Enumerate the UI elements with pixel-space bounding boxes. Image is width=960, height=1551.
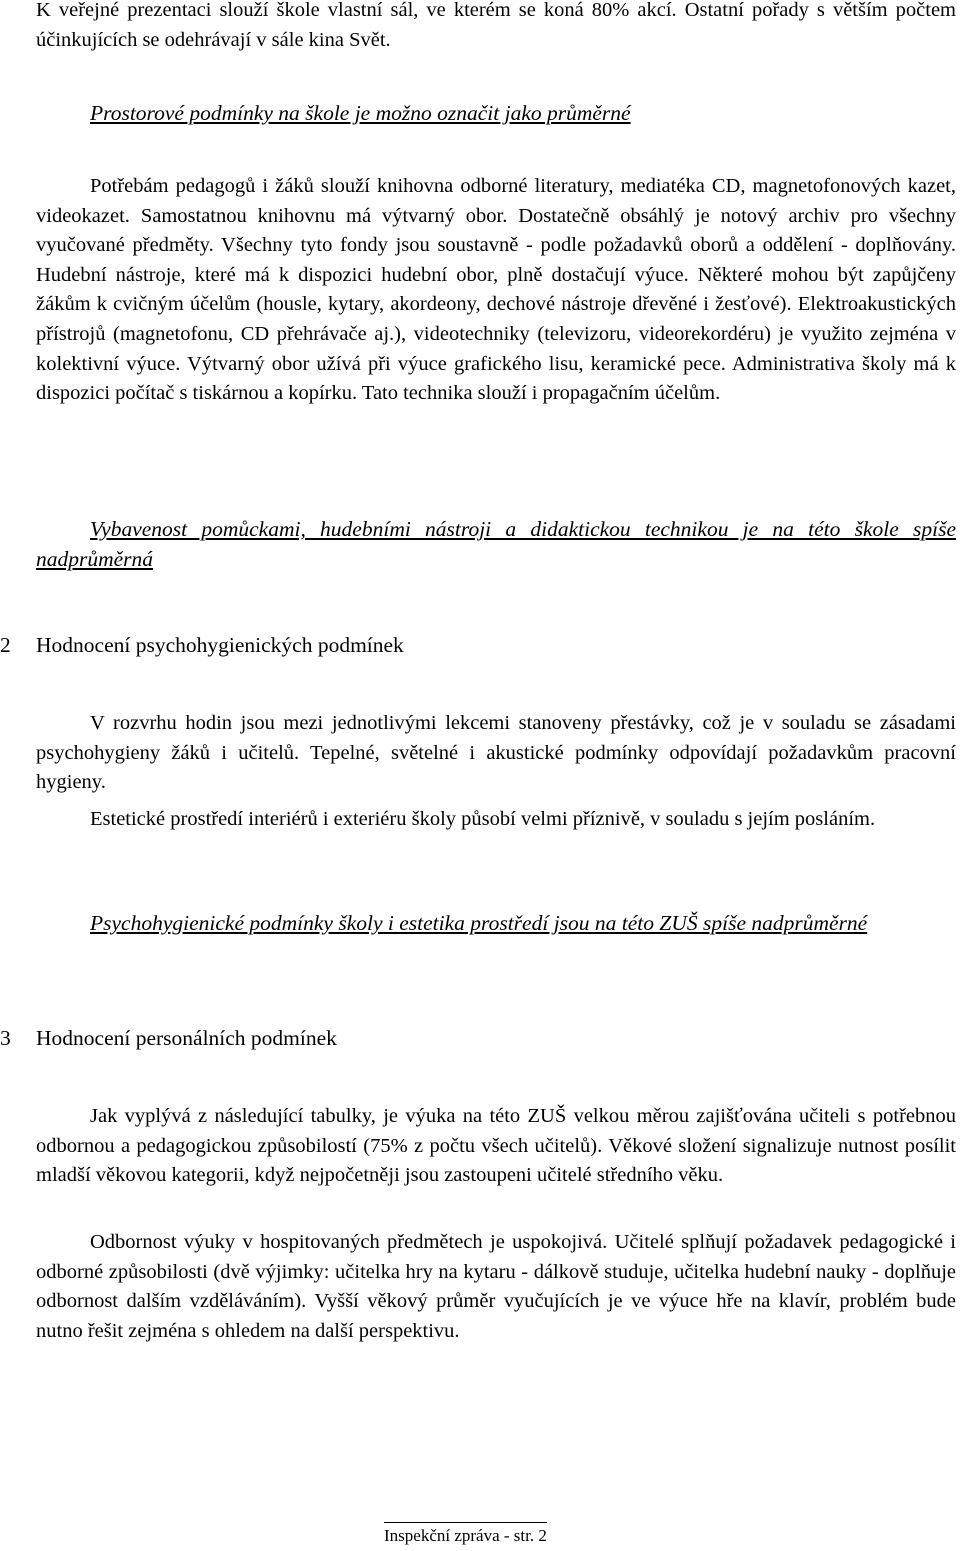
paragraph-staff-qualification: Jak vyplývá z následující tabulky, je výuka na této ZUŠ velkou měrou zajišťována učiteli s potřebnou odbornou a pedagogickou způsobilostí (75% z počtu všech učitelů). Věkové složení signalizuje nutnost posílit mladší věkovou kategorii, když nejpočetněji jsou zastoupeni učitelé středního věku. [36, 1105, 956, 1187]
section-title: Hodnocení psychohygienických podmínek [36, 633, 404, 657]
paragraph-library-equipment: Potřebám pedagogů i žáků slouží knihovna odborné literatury, mediatéka CD, magnetofonových kazet, videokazet. Samostatnou knihovnu má výtvarný obor. Dostatečně obsáhlý je notový archiv pro všechny vyučované předměty. Všechny tyto fondy jsou soustavně - podle požadavků oborů a oddělení - doplňovány. Hudební nástroje, které má k dispozici hudební obor, plně dostačují výuce. Některé mohou být zapůjčeny žákům k cvičným účelům (housle, kytary, akordeony, dechové nástroje dřevěné i žesťové). Elektroakustických přístrojů (magnetofonu, CD přehrávače aj.), videotechniky (televizoru, videorekordéru) je využito zejména v kolektivní výuce. Výtvarný obor užívá při výuce grafického lisu, keramické pece. Administrativa školy má k dispozici počítač s tiskárnou a kopírku. Tato technika slouží i propagačním účelům. [36, 175, 956, 405]
section-number: 3 [0, 1026, 11, 1050]
page-footer: Inspekční zpráva - str. 2 [384, 1522, 547, 1547]
section-number: 2 [0, 633, 11, 657]
section-heading-3 [0, 1023, 337, 1053]
section-heading-2 [0, 630, 404, 660]
section-title: Hodnocení personálních podmínek [36, 1026, 337, 1050]
paragraph-aesthetic-environment: Estetické prostředí interiérů i exteriéru školy působí velmi příznivě, v souladu s jejím posláním. [90, 808, 876, 830]
conclusion-spatial-conditions: Prostorové podmínky na škole je možno označit jako průměrné [90, 101, 631, 125]
conclusion-equipment-rating: Vybavenost pomůckami, hudebními nástroji a didaktickou technikou je na této škole spíše nadprůměrná [36, 517, 956, 571]
conclusion-psychohygiene-rating: Psychohygienické podmínky školy i estetika prostředí jsou na této ZUŠ spíše nadprůměrné [90, 911, 868, 935]
paragraph-schedule-hygiene: V rozvrhu hodin jsou mezi jednotlivými lekcemi stanoveny přestávky, což je v souladu se zásadami psychohygieny žáků i učitelů. Tepelné, světelné i akustické podmínky odpovídají požadavkům pracovní hygieny. [36, 712, 956, 794]
paragraph-public-presentation: K veřejné prezentaci slouží škole vlastní sál, ve kterém se koná 80% akcí. Ostatní pořady s větším počtem účinkujících se odehrávají v sále kina Svět. [36, 0, 956, 51]
paragraph-teaching-expertise: Odbornost výuky v hospitovaných předmětech je uspokojivá. Učitelé splňují požadavek pedagogické i odborné způsobilosti (dvě výjimky: učitelka hry na kytaru - dálkově studuje, učitelka hudební nauky - doplňuje odbornost dalším vzděláváním). Vyšší věkový průměr vyučujících je ve výuce hře na klavír, problém bude nutno řešit zejména s ohledem na další perspektivu. [36, 1231, 956, 1342]
